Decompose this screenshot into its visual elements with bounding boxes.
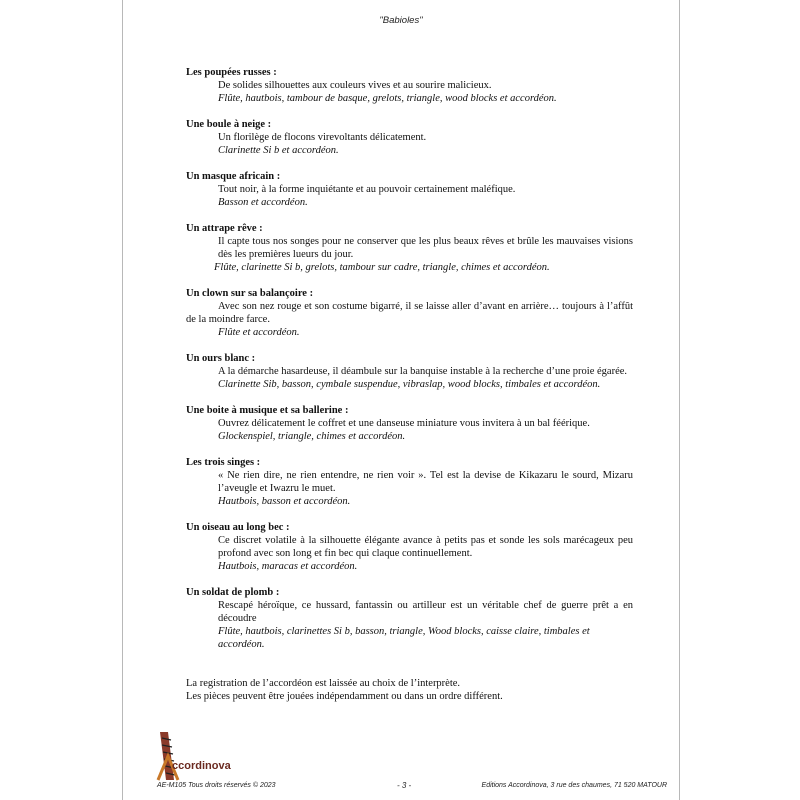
section-instruments: Clarinette Sib, basson, cymbale suspendue, vibraslap, wood blocks, timbales et accordéon. — [218, 379, 601, 390]
section-trois-singes — [186, 456, 633, 508]
accordinova-logo — [138, 730, 231, 782]
section-description: De solides silhouettes aux couleurs vives et au sourire malicieux. — [218, 80, 492, 91]
section-description: Il capte tous nos songes pour ne conserver que les plus beaux rêves et brûle les mauvaises visions dès les premières lueurs du jour. — [218, 236, 633, 260]
section-ours-blanc — [186, 352, 633, 391]
closing-notes — [186, 677, 633, 703]
section-description: « Ne rien dire, ne rien entendre, ne rien voir ». Tel est la devise de Kikazaru le sourd, Mizaru l’aveugle et Iwazru le muet. — [218, 470, 633, 494]
footer-publisher: Editions Accordinova, 3 rue des chaumes, 71 520 MATOUR — [481, 782, 667, 789]
section-description: Un florilège de flocons virevoltants délicatement. — [218, 132, 427, 143]
section-attrape-reve — [186, 222, 633, 274]
section-title: Un soldat de plomb : — [186, 587, 280, 598]
section-description: A la démarche hasardeuse, il déambule sur la banquise instable à la recherche d’une proie égarée. — [218, 366, 628, 377]
section-title: Un oiseau au long bec : — [186, 522, 290, 533]
footer-reference: AE-M105 Tous droits réservés © 2023 — [157, 782, 276, 789]
section-soldat-de-plomb — [186, 586, 633, 651]
section-instruments: Flûte, hautbois, tambour de basque, grelots, triangle, wood blocks et accordéon. — [218, 93, 557, 104]
section-instruments: Basson et accordéon. — [218, 197, 308, 208]
section-boite-a-musique — [186, 404, 633, 443]
section-title: Une boule à neige : — [186, 119, 272, 130]
section-masque-africain — [186, 170, 633, 209]
section-description: Ce discret volatile à la silhouette élégante avance à petits pas et sonde les sols marécageux peu profond avec son long et fin bec qui claque continuellement. — [218, 535, 633, 559]
section-description: Ouvrez délicatement le coffret et une danseuse miniature vous invitera à un bal féérique. — [218, 418, 590, 429]
section-description: Rescapé héroïque, ce hussard, fantassin ou artilleur est un véritable chef de guerre prêt a en découdre — [218, 600, 633, 624]
section-title: Un clown sur sa balançoire : — [186, 288, 314, 299]
section-boule-a-neige — [186, 118, 633, 157]
section-instruments: Hautbois, maracas et accordéon. — [218, 561, 358, 572]
section-title: Un masque africain : — [186, 171, 281, 182]
section-instruments: Flûte et accordéon. — [218, 327, 300, 338]
section-instruments: Clarinette Si b et accordéon. — [218, 145, 339, 156]
section-instruments: Flûte, clarinette Si b, grelots, tambour sur cadre, triangle, chimes et accordéon. — [214, 262, 550, 273]
section-instruments: Hautbois, basson et accordéon. — [218, 496, 351, 507]
logo-text: ccordinova — [172, 760, 231, 772]
accordion-logo-icon — [138, 730, 218, 782]
content-body — [186, 66, 633, 703]
section-title: Les trois singes : — [186, 457, 261, 468]
page-number: - 3 - — [397, 781, 412, 790]
section-description: Avec son nez rouge et son costume bigarré, il se laisse aller d’avant en arrière… toujours à l’affût de la moindre farce. — [186, 301, 633, 325]
section-description: Tout noir, à la forme inquiétante et au pouvoir certainement maléfique. — [218, 184, 516, 195]
section-poupees-russes — [186, 66, 633, 105]
section-title: Un ours blanc : — [186, 353, 256, 364]
section-title: Une boite à musique et sa ballerine : — [186, 405, 349, 416]
page-header-title: "Babioles" — [379, 15, 423, 26]
section-instruments: Glockenspiel, triangle, chimes et accordéon. — [218, 431, 406, 442]
section-title: Les poupées russes : — [186, 67, 277, 78]
section-clown — [186, 287, 633, 339]
section-title: Un attrape rêve : — [186, 223, 263, 234]
order-note: Les pièces peuvent être jouées indépendamment ou dans un ordre différent. — [186, 691, 503, 702]
registration-note: La registration de l’accordéon est laissée au choix de l’interprète. — [186, 678, 461, 689]
section-oiseau-long-bec — [186, 521, 633, 573]
document-page — [122, 0, 680, 800]
section-instruments: Flûte, hautbois, clarinettes Si b, basson, triangle, Wood blocks, caisse claire, timbales et accordéon. — [218, 626, 590, 650]
